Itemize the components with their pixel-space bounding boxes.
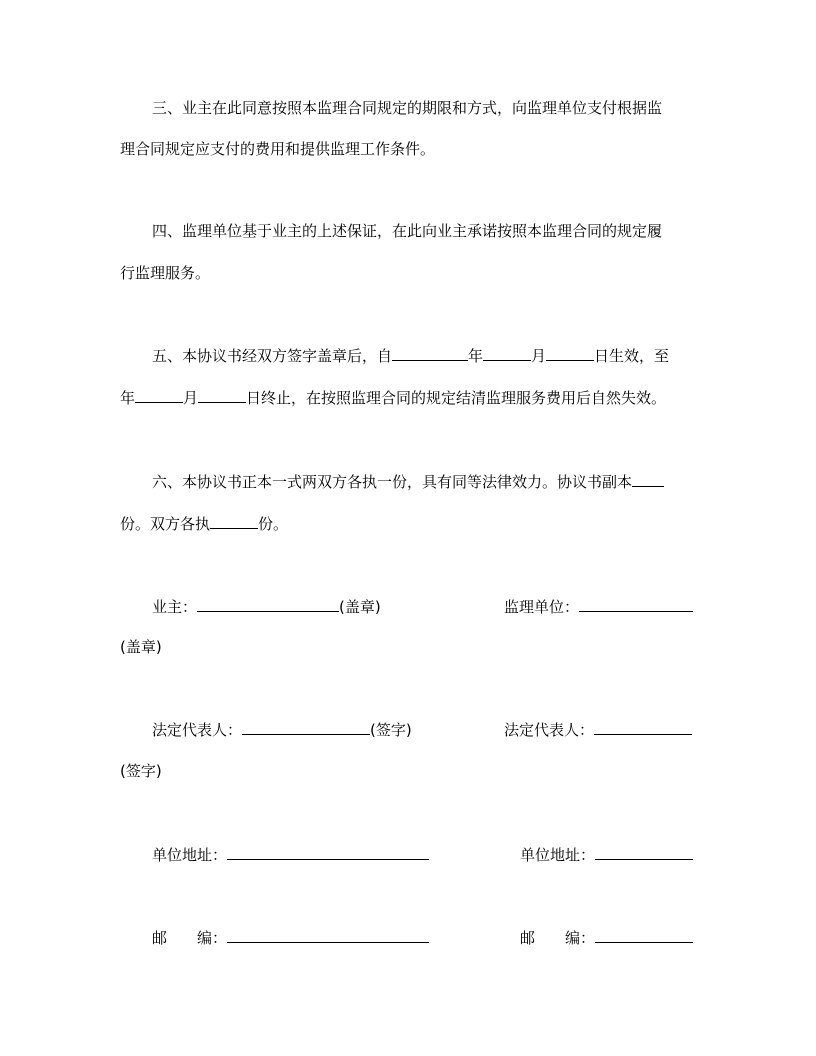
each-copy-blank[interactable] [210,514,258,529]
legal-rep-label: 法定代表人： [152,721,243,739]
supervisor-seal: (盖章) [120,638,162,656]
start-month-blank[interactable] [483,346,531,361]
postcode-2-label: 邮 编： [520,929,596,947]
clause-6-text-c: 份。 [258,515,289,533]
address-label: 单位地址： [152,846,228,864]
clause-5-month-2: 月 [183,389,199,407]
end-day-blank[interactable] [198,388,246,403]
clause-6-text: 六、本协议书正本一式两双方各执一份，具有同等法律效力。协议书副本 [152,473,633,491]
end-month-blank[interactable] [135,388,183,403]
legal-rep-line [152,720,412,739]
clause-5-text-a: 五、本协议书经双方签字盖章后，自 [152,347,393,365]
clause-5-year-2: 年 [120,389,136,407]
supervisor-label: 监理单位： [504,598,580,616]
start-day-blank[interactable] [546,346,594,361]
owner-label: 业主： [152,598,198,616]
owner-signature-line [152,597,381,616]
postcode-2-line [520,928,693,947]
address-2-line [520,845,693,864]
copy-count-blank[interactable] [632,472,664,487]
clause-6-line-1 [152,472,664,491]
clause-5-line-2 [120,388,666,407]
address-blank[interactable] [227,845,429,860]
postcode-2-blank[interactable] [595,928,693,943]
clause-4-line-2: 行监理服务。 [120,264,211,282]
clause-6-text-b: 份。双方各执 [120,515,211,533]
start-year-blank[interactable] [392,346,468,361]
address-line [152,845,429,864]
clause-4-line-1: 四、监理单位基于业主的上述保证，在此向业主承诺按照本监理合同的规定履 [152,222,663,240]
clause-5-year-1: 年 [468,347,484,365]
legal-rep-2-blank[interactable] [594,720,692,735]
postcode-label: 邮 编： [152,929,228,947]
legal-rep-2-sign: (签字) [120,762,162,780]
owner-seal: (盖章) [339,598,381,616]
clause-6-line-2 [120,514,288,533]
clause-3-line-2: 理合同规定应支付的费用和提供监理工作条件。 [120,140,436,158]
legal-rep-2-line [504,720,692,739]
supervisor-blank[interactable] [579,597,693,612]
legal-rep-sign: (签字) [370,721,412,739]
legal-rep-blank[interactable] [242,720,370,735]
clause-5-rest: 日终止，在按照监理合同的规定结清监理服务费用后自然失效。 [246,389,667,407]
address-2-label: 单位地址： [520,846,596,864]
postcode-line [152,928,429,947]
clause-3-line-1: 三、业主在此同意按照本监理合同规定的期限和方式，向监理单位支付根据监 [152,99,663,117]
legal-rep-2-label: 法定代表人： [504,721,595,739]
clause-5-line-1 [152,346,669,365]
owner-blank[interactable] [197,597,339,612]
postcode-blank[interactable] [227,928,429,943]
clause-5-month-1: 月 [531,347,547,365]
address-2-blank[interactable] [595,845,693,860]
supervisor-signature-line [504,597,693,616]
clause-5-day-1: 日生效，至 [594,347,670,365]
